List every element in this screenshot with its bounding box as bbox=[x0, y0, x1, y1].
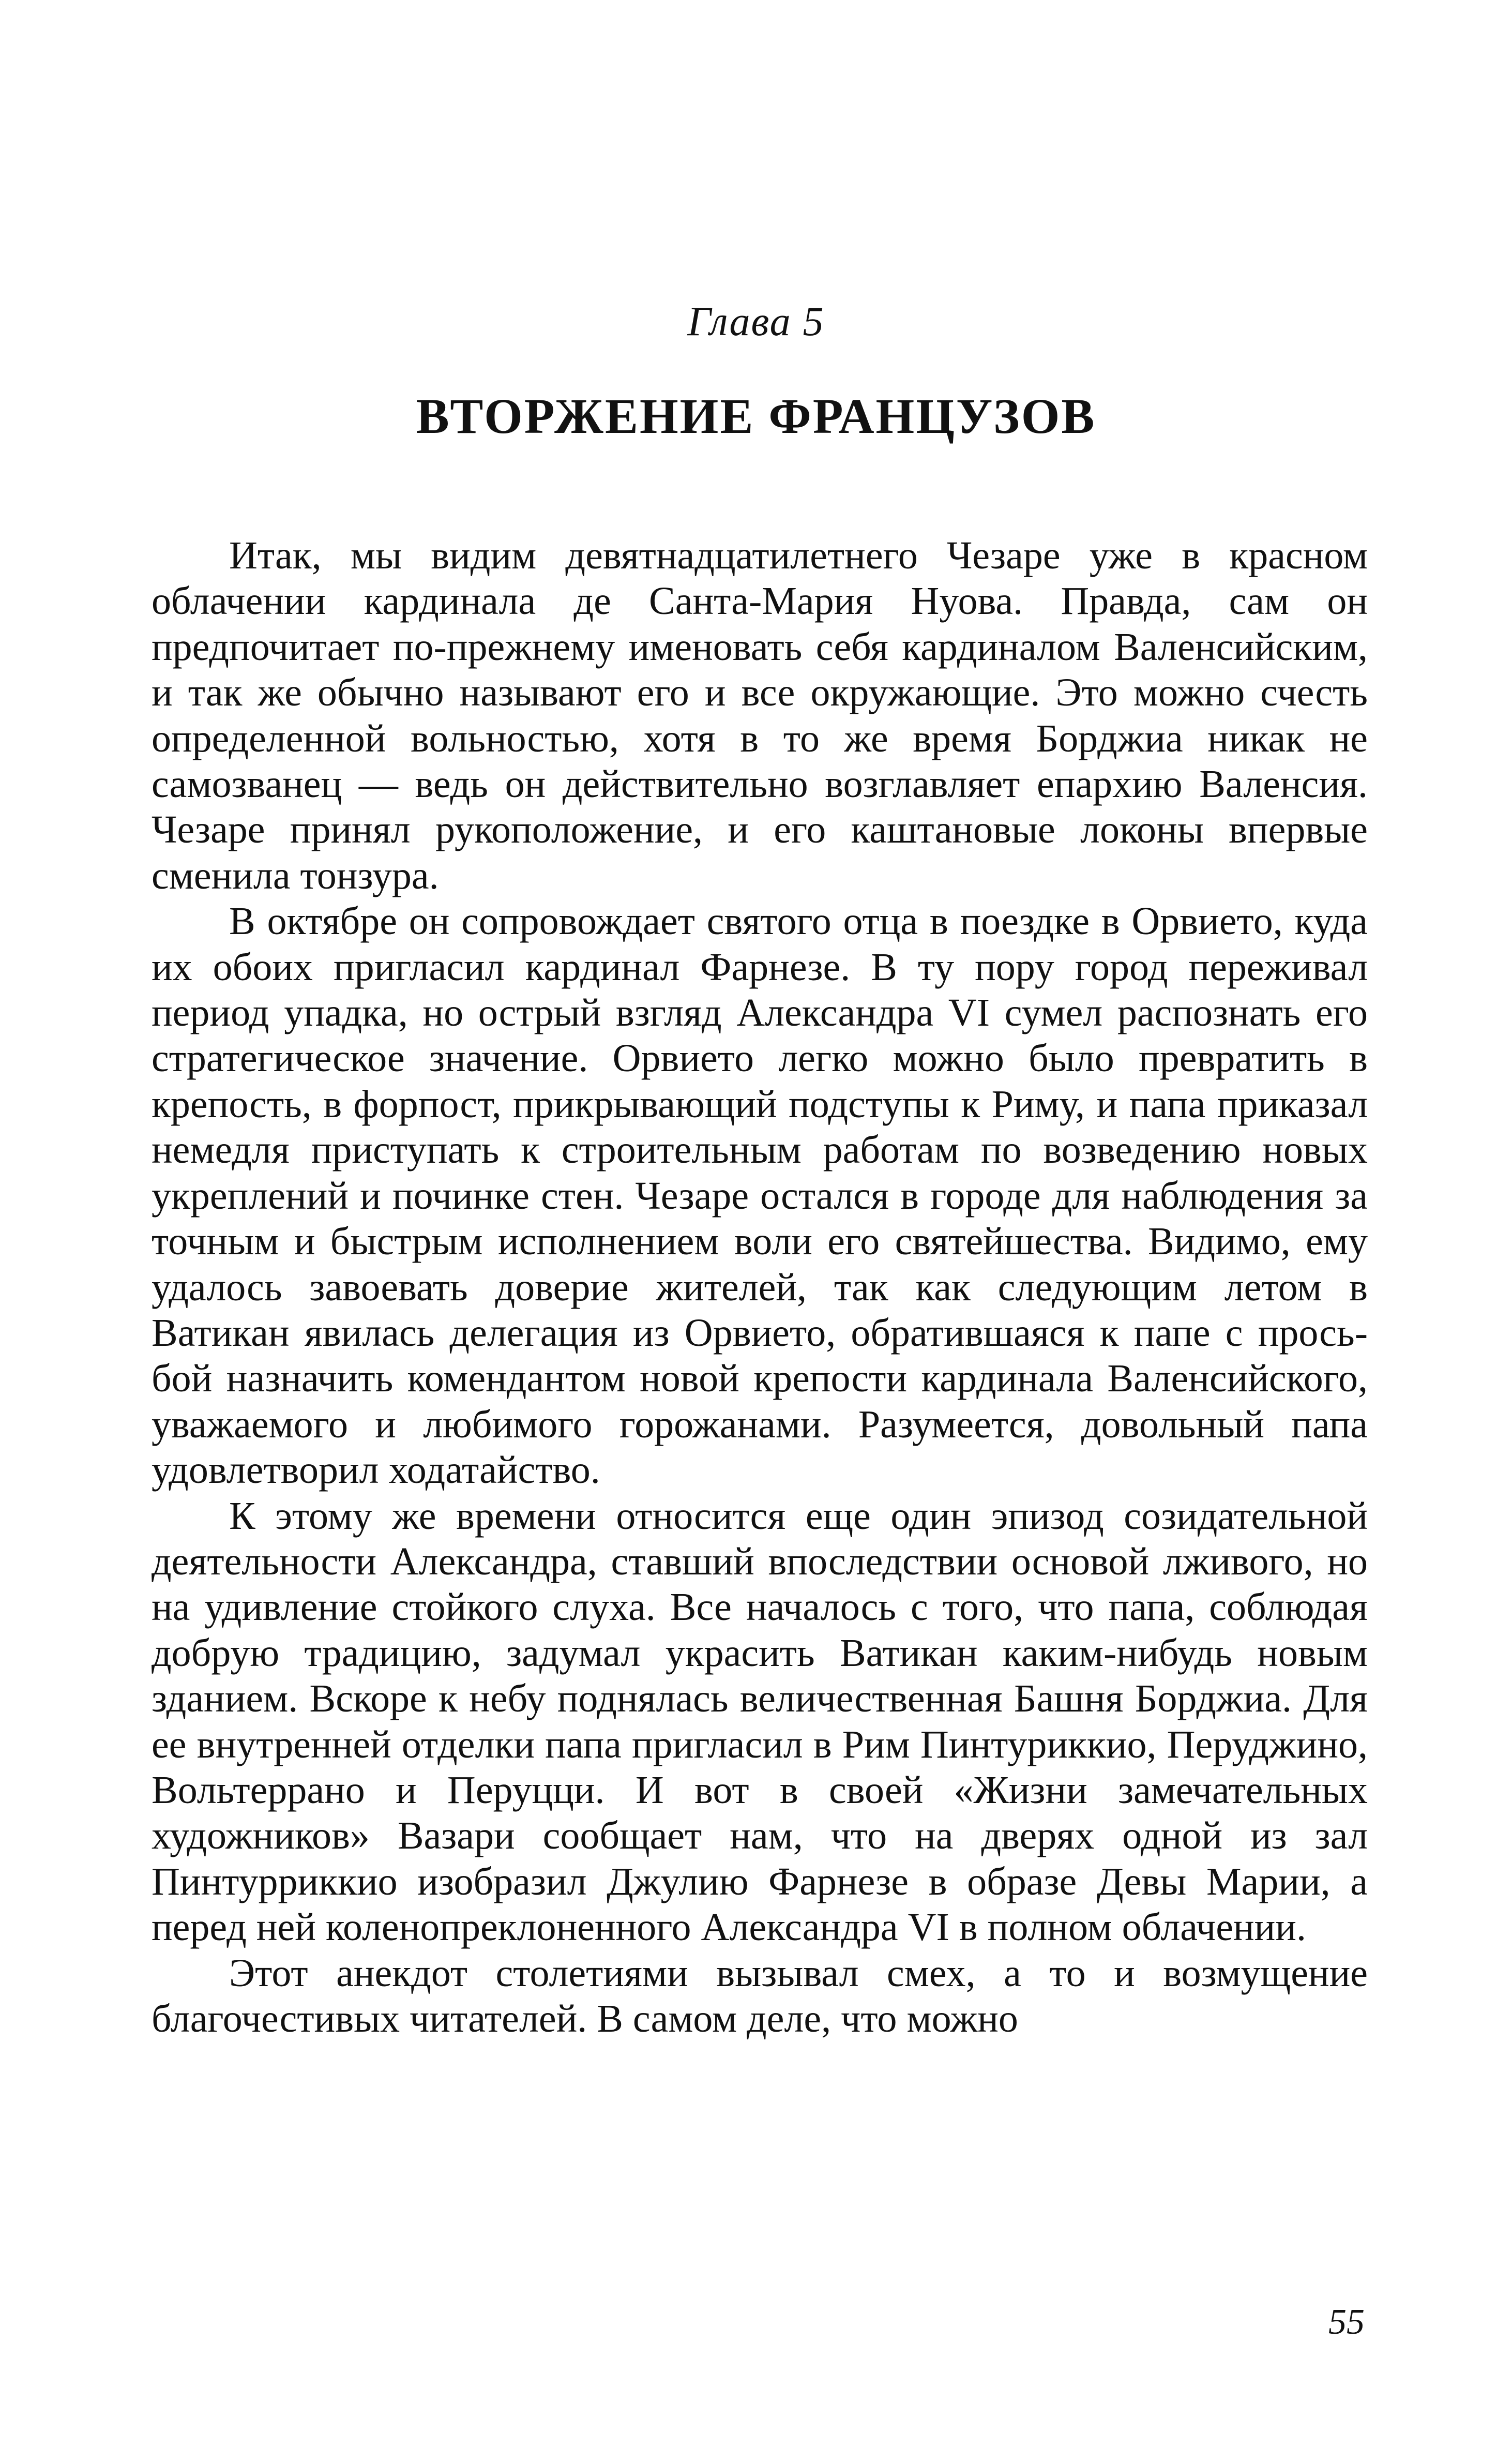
paragraph-2: В октябре он сопровождает святого отца в поездке в Орвието, куда их обоих пригласил кардинал Фарнезе. В ту пору город переживал период упадка, но острый взгляд Александра VI сумел распознать его стратегическое значение. Орвието легко можно было превратить в крепость, в форпост, прикрывающий подступы к Риму, и папа приказал немедля приступать к строительным работам по возведению новых укреплений и починке стен. Чезаре остался в городе для наблюдения за точным и быстрым исполнением воли его святейшества. Видимо, ему удалось завоевать доверие жителей, так как следующим летом в Ватикан явилась делегация из Орвието, обратившаяся к папе с просьбой назначить комендантом новой крепости кардинала Валенсийского, уважаемого и любимого горожанами. Разумеется, довольный папа удовлетворил ходатайство. bbox=[152, 899, 1368, 1492]
paragraph-4: Этот анекдот столетиями вызывал смех, а то и возмущение благочестивых читателей. В самом деле, что можно bbox=[152, 1951, 1368, 2040]
paragraph-3: К этому же времени относится еще один эпизод созидательной деятельности Александра, ставший впоследствии основой лживого, но на удивление стойкого слуха. Все началось с того, что папа, соблюдая добрую традицию, задумал украсить Ватикан каким-нибудь новым зданием. Вскоре к небу поднялась величественная Башня Борджиа. Для ее внутренней отделки папа пригласил в Рим Пинтуриккио, Перуджино, Вольтеррано и Перуцци. И вот в своей «Жизни замечательных художников» Вазари сообщает нам, что на дверях одной из зал Пинтурриккио изобразил Джулию Фарнезе в образе Девы Марии, а перед ней коленопреклоненного Александра VI в полном облачении. bbox=[152, 1494, 1368, 1949]
body-text bbox=[152, 533, 1368, 2041]
chapter-title: ВТОРЖЕНИЕ ФРАНЦУЗОВ bbox=[416, 388, 1096, 444]
chapter-label: Глава 5 bbox=[687, 299, 825, 344]
page-number: 55 bbox=[1328, 2302, 1365, 2342]
paragraph-1: Итак, мы видим девятнадцатилетнего Чезаре уже в красном облачении кардинала де Санта-Мария Нуова. Правда, сам он предпочитает по-прежнему именовать себя кардиналом Валенсийским, и так же обычно называют его и все окружающие. Это можно счесть определенной вольностью, хотя в то же время Борджиа никак не самозванец — ведь он действительно возглавляет епархию Валенсия. Чезаре принял рукоположение, и его каштановые локоны впервые сменила тонзура. bbox=[152, 534, 1368, 897]
